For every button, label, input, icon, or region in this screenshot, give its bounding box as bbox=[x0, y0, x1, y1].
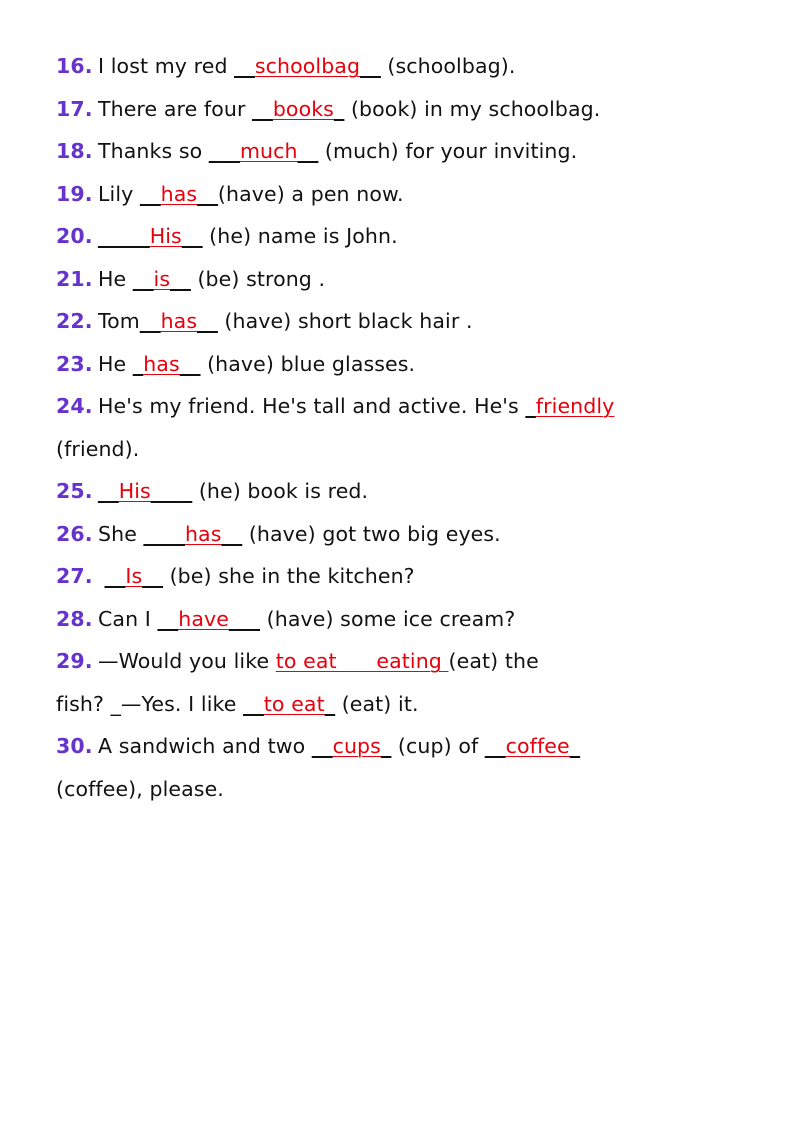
blank-line: __ bbox=[181, 224, 203, 248]
answer-text: is bbox=[153, 266, 171, 291]
blank-line: __ bbox=[221, 521, 243, 546]
blank-line: __ bbox=[360, 54, 381, 78]
question-number: 24. bbox=[56, 394, 93, 418]
answer-text: Is bbox=[125, 564, 143, 588]
question-number: 18. bbox=[56, 139, 93, 163]
blank-line: _ bbox=[132, 351, 144, 376]
blank-line: __ bbox=[197, 181, 218, 206]
question-body bbox=[98, 267, 325, 291]
blank-line: __ bbox=[484, 734, 506, 758]
blank-line: ____ bbox=[150, 479, 193, 503]
question-body bbox=[98, 139, 577, 163]
question-text: (cup) of bbox=[391, 734, 485, 758]
question-text: There are four bbox=[98, 96, 253, 121]
question-text: (he) book is red. bbox=[192, 479, 369, 503]
blank-line: __ bbox=[139, 181, 161, 206]
blank-line: _ bbox=[380, 734, 392, 758]
blank-line: __ bbox=[139, 309, 161, 333]
question-text: Can I bbox=[98, 606, 158, 631]
question-continuation: (coffee), please. bbox=[56, 776, 224, 801]
answer-text: has bbox=[160, 181, 198, 206]
answer-text: to eat bbox=[263, 691, 325, 716]
question-text: I lost my red bbox=[98, 54, 235, 78]
blank-line: __ bbox=[197, 309, 218, 333]
question-item bbox=[56, 651, 743, 672]
question-item bbox=[56, 351, 743, 376]
question-number: 29. bbox=[56, 649, 93, 673]
blank-line: __ bbox=[234, 54, 255, 78]
question-text: (eat) it. bbox=[335, 691, 419, 716]
question-continuation bbox=[56, 691, 743, 716]
answer-text: has bbox=[160, 309, 198, 333]
question-item bbox=[56, 566, 743, 587]
answer-text: to eat eating bbox=[275, 649, 449, 673]
question-item bbox=[56, 481, 743, 502]
blank-line: _ bbox=[324, 691, 336, 716]
blank-line: __ bbox=[179, 351, 201, 376]
answer-text: cups bbox=[332, 734, 381, 758]
question-body bbox=[98, 394, 614, 418]
question-number: 28. bbox=[56, 606, 93, 631]
question-body bbox=[98, 522, 501, 546]
question-item bbox=[56, 396, 743, 417]
answer-text: has bbox=[143, 351, 180, 376]
question-number: 30. bbox=[56, 734, 93, 758]
question-text: He's my friend. He's tall and active. He's bbox=[98, 394, 526, 418]
blank-line: _____ bbox=[98, 224, 150, 248]
question-number: 22. bbox=[56, 309, 93, 333]
question-item bbox=[56, 181, 743, 206]
blank-line: __ bbox=[157, 606, 179, 631]
question-text: He bbox=[98, 266, 133, 291]
blank-line: ___ bbox=[208, 139, 240, 163]
question-item bbox=[56, 736, 743, 757]
question-body bbox=[98, 182, 404, 206]
question-text: Lily bbox=[98, 181, 140, 206]
question-item bbox=[56, 56, 743, 77]
blank-line: __ bbox=[297, 139, 319, 163]
blank-line: __ bbox=[311, 734, 333, 758]
blank-line: _ bbox=[569, 734, 581, 758]
answer-text: schoolbag bbox=[254, 54, 361, 78]
answer-text: coffee bbox=[505, 734, 570, 758]
question-body bbox=[98, 309, 473, 333]
blank-line: __ bbox=[132, 266, 154, 291]
question-number: 20. bbox=[56, 224, 93, 248]
question-text: (book) in my schoolbag. bbox=[344, 96, 601, 121]
question-item bbox=[56, 141, 743, 162]
question-body bbox=[98, 54, 515, 78]
question-text: (have) blue glasses. bbox=[200, 351, 416, 376]
question-text: (have) short black hair . bbox=[217, 309, 473, 333]
answer-text: friendly bbox=[535, 394, 615, 418]
question-text: (eat) the bbox=[448, 649, 539, 673]
answer-text: have bbox=[178, 606, 229, 631]
blank-line: __ bbox=[142, 564, 163, 588]
question-number: 16. bbox=[56, 54, 93, 78]
question-number: 27. bbox=[56, 564, 93, 588]
question-text: (schoolbag). bbox=[380, 54, 516, 78]
answer-text: His bbox=[118, 479, 151, 503]
blank-line: __ bbox=[98, 479, 119, 503]
question-number: 17. bbox=[56, 96, 93, 121]
answer-text: has bbox=[184, 521, 222, 546]
question-body bbox=[98, 607, 515, 631]
blank-line: __ bbox=[243, 691, 264, 716]
answer-text: books bbox=[272, 96, 334, 121]
question-text: He bbox=[98, 351, 133, 376]
blank-line: __ bbox=[170, 266, 191, 291]
question-number: 23. bbox=[56, 351, 93, 376]
question-text: She bbox=[98, 521, 144, 546]
question-text: (much) for your inviting. bbox=[318, 139, 578, 163]
blank-line: ____ bbox=[143, 521, 185, 546]
question-text bbox=[98, 564, 105, 588]
question-number: 19. bbox=[56, 181, 93, 206]
question-item bbox=[56, 226, 743, 247]
blank-line: __ bbox=[252, 96, 273, 121]
question-body bbox=[98, 97, 600, 121]
question-text: Thanks so bbox=[98, 139, 209, 163]
answer-text: much bbox=[239, 139, 298, 163]
question-text: fish? _—Yes. I like bbox=[56, 691, 244, 716]
question-text: (be) strong . bbox=[190, 266, 326, 291]
question-continuation: (friend). bbox=[56, 436, 140, 461]
question-text: (have) some ice cream? bbox=[260, 606, 516, 631]
question-text: (have) got two big eyes. bbox=[242, 521, 501, 546]
question-number: 25. bbox=[56, 479, 93, 503]
question-body bbox=[98, 352, 415, 376]
question-item bbox=[56, 266, 743, 291]
question-text: A sandwich and two bbox=[98, 734, 312, 758]
question-text: —Would you like bbox=[98, 649, 276, 673]
question-text: Tom bbox=[98, 309, 140, 333]
blank-line: _ bbox=[525, 394, 536, 418]
blank-line: _ bbox=[333, 96, 345, 121]
question-body bbox=[98, 734, 580, 758]
question-body bbox=[98, 479, 368, 503]
answer-text: His bbox=[149, 224, 182, 248]
question-item bbox=[56, 606, 743, 631]
question-item bbox=[56, 521, 743, 546]
question-body bbox=[98, 649, 539, 673]
question-text: (be) she in the kitchen? bbox=[162, 564, 415, 588]
question-number: 21. bbox=[56, 266, 93, 291]
question-text: (have) a pen now. bbox=[217, 181, 404, 206]
question-body bbox=[98, 564, 415, 588]
blank-line: ___ bbox=[228, 606, 261, 631]
question-body bbox=[98, 224, 398, 248]
question-item bbox=[56, 311, 743, 332]
question-number: 26. bbox=[56, 521, 93, 546]
blank-line: __ bbox=[104, 564, 126, 588]
question-item bbox=[56, 96, 743, 121]
question-text: (he) name is John. bbox=[202, 224, 398, 248]
question-list bbox=[56, 56, 743, 799]
